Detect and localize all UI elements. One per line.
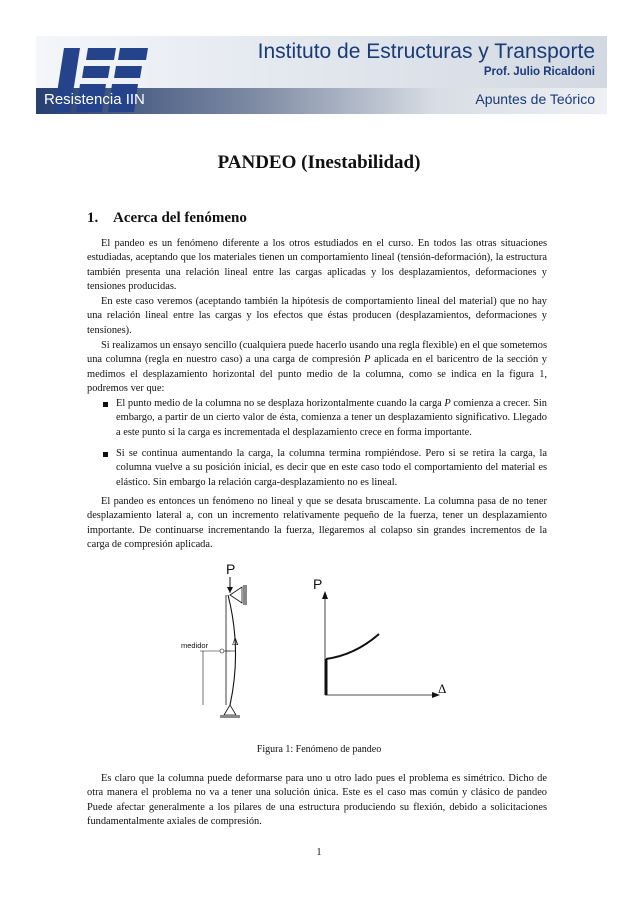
bottom-pin-support-icon — [220, 705, 240, 718]
paragraph-5: Es claro que la columna puede deformarse para uno u otro lado pues el problema es simétrico. Dicho de otra manera el problema no va a tener una solución única. Este es el caso mas común y clásico de pandeo Puede afectar generalmente a los pilares de una estructura produciendo su flexión, debido a solicitaciones fundamentalmente axiales de compresión. — [87, 773, 547, 827]
variable-p: P — [444, 398, 451, 409]
section-number: 1. — [87, 210, 99, 226]
plot-postbuckling-curve — [326, 634, 379, 659]
paragraph-4: El pandeo es entonces un fenómeno no lineal y que se desata bruscamente. La columna pasa de no tener desplazamiento lateral a, con un incremento relativamente pequeño de la fuerza, tener un desplazamiento importante. De continuarse incrementando la fuerza, llegaremos al colapso sin grandes incrementos de la carga de compresión aplicada. — [87, 496, 547, 550]
delta-label: Δ — [232, 637, 239, 648]
bullet-2-text: Si se continua aumentando la carga, la columna termina rompiéndose. Pero si se retira la carga, la columna vuelve a su posición inicial, es decir que en este caso todo el comportamiento del material es elástico. Sin embargo la relación carga-desplazamiento no es lineal. — [116, 448, 547, 488]
deflected-column-curve — [228, 595, 236, 705]
section-heading — [87, 210, 247, 227]
section-title: Acerca del fenómeno — [113, 210, 247, 226]
paragraph-3 — [87, 339, 547, 396]
paragraph-2: En este caso veremos (aceptando también la hipótesis de comportamiento lineal del material) que no hay una relación lineal entre las cargas y los efectos que éstas producen (desplazamientos, deformaciones y tensiones). — [87, 296, 547, 336]
meter-point-icon — [220, 649, 224, 653]
paragraph-3-text-a: Si realizamos un ensayo sencillo (cualquiera puede hacerlo usando una regla flexible) en el que sometemos una columna (regla en nuestro caso) a una carga de compresión — [87, 340, 547, 366]
bullet-1-text-a: El punto medio de la columna no se desplaza horizontalmente cuando la carga — [116, 398, 445, 409]
plot-x-label: Δ — [438, 681, 447, 696]
figure-buckling-diagram — [170, 555, 470, 730]
bullet-icon — [103, 402, 108, 407]
author-name: Prof. Julio Ricaldoni — [483, 66, 595, 78]
list-item — [116, 447, 547, 490]
course-name: Resistencia IIN — [44, 91, 145, 108]
notes-label: Apuntes de Teórico — [475, 91, 595, 107]
meter-label: medidor — [181, 641, 209, 650]
top-pin-support-icon — [230, 585, 247, 605]
plot-y-label: P — [313, 576, 323, 592]
paragraph-3-text-b: aplicada en el baricentro de la sección y medimos el desplazamiento horizontal del punto medio de la columna, como se indica en la figura 1, podremos ver que: — [87, 354, 547, 394]
variable-p: P — [364, 354, 371, 366]
load-label: P — [226, 561, 236, 577]
load-arrowhead-icon — [227, 587, 233, 593]
institute-title: Instituto de Estructuras y Transporte — [257, 40, 595, 63]
header-banner — [36, 36, 607, 114]
paragraph-1: El pandeo es un fenómeno diferente a los otros estudiados en el curso. En todos las otras situaciones estudiadas, aceptando que los materiales tienen un comportamiento lineal (tensión-deformación), la estructura también presenta una relación lineal entre las cargas aplicadas y los desplazamientos, deformaciones y tensiones producidas. — [87, 238, 547, 292]
y-arrowhead-icon — [322, 591, 328, 599]
list-item — [116, 397, 547, 440]
bullet-1-text-b: comienza a crecer. Sin embargo, a partir de un cierto valor de ésta, comienza a tener un desplazamiento significativo. Llegado a este punto si la carga es incrementada el desplazamiento crece en forma importante. — [116, 398, 547, 438]
page-number: 1 — [316, 847, 322, 858]
bullet-icon — [103, 452, 108, 457]
document-title: PANDEO (Inestabilidad) — [217, 152, 421, 173]
figure-caption: Figura 1: Fenómeno de pandeo — [256, 744, 382, 755]
